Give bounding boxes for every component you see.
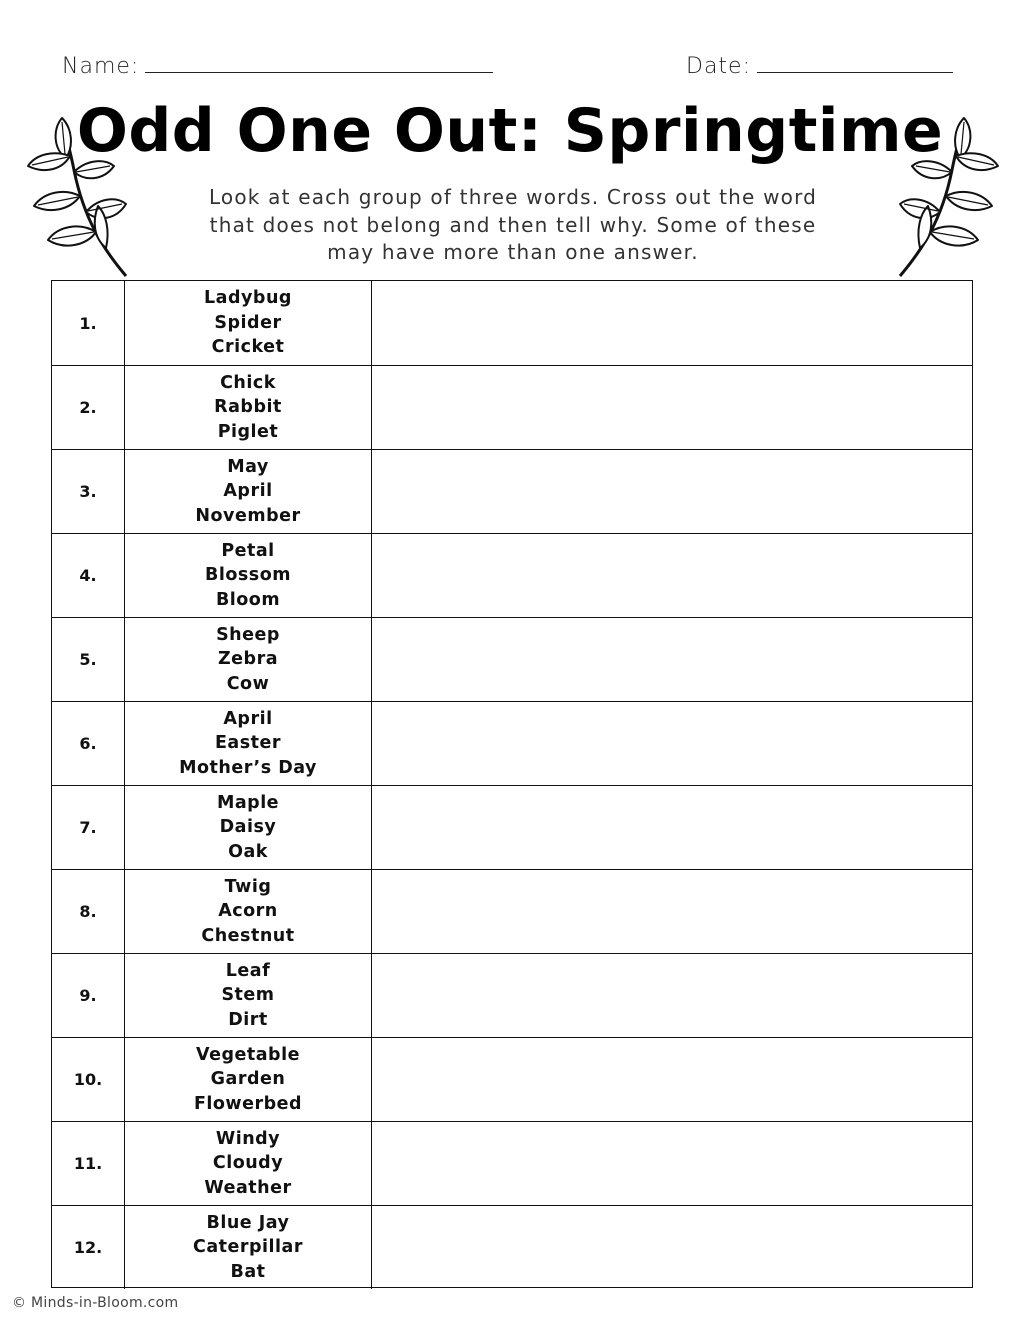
word-item[interactable]: Sheep [216, 624, 280, 645]
word-item[interactable]: April [223, 481, 273, 502]
table-row [52, 701, 972, 785]
word-item[interactable]: Maple [216, 792, 280, 813]
answer-cell[interactable] [372, 954, 972, 1037]
word-item[interactable]: Weather [204, 1177, 292, 1198]
answer-cell[interactable] [372, 366, 972, 449]
instructions-text: Look at each group of three words. Cross out the word that does not belong and then tell why. Some of these may have more than one answer. [208, 185, 818, 264]
word-item[interactable]: Chestnut [201, 925, 295, 946]
word-item[interactable]: Oak [228, 841, 268, 862]
name-field[interactable] [62, 54, 493, 79]
word-group[interactable] [124, 450, 372, 533]
name-blank-line[interactable] [145, 54, 493, 73]
word-item[interactable]: Cow [226, 673, 270, 694]
word-group[interactable] [124, 281, 372, 365]
word-item[interactable]: May [227, 456, 269, 477]
word-item[interactable]: Flowerbed [193, 1093, 303, 1114]
row-number: 8. [79, 902, 97, 921]
table-row [52, 365, 972, 449]
word-group[interactable] [124, 618, 372, 701]
date-field[interactable] [686, 54, 953, 79]
table-row [52, 953, 972, 1037]
answer-cell[interactable] [372, 534, 972, 617]
word-item[interactable]: Bloom [215, 589, 281, 610]
copyright-footer: © Minds-in-Bloom.com [12, 1295, 179, 1311]
row-number: 1. [79, 313, 97, 333]
word-group[interactable] [124, 366, 372, 449]
date-label: Date: [686, 54, 751, 79]
word-item[interactable]: Ladybug [204, 288, 292, 309]
table-row [52, 533, 972, 617]
answer-cell[interactable] [372, 870, 972, 953]
row-number: 5. [79, 650, 97, 669]
answer-cell[interactable] [372, 450, 972, 533]
word-group[interactable] [124, 786, 372, 869]
word-item[interactable]: Twig [224, 876, 272, 897]
word-item[interactable]: Chick [220, 372, 276, 393]
row-number: 4. [79, 566, 97, 585]
word-item[interactable]: Blue Jay [206, 1212, 290, 1233]
table-row [52, 617, 972, 701]
word-group[interactable] [124, 702, 372, 785]
word-item[interactable]: Cricket [211, 337, 285, 358]
word-item[interactable]: Blossom [205, 565, 291, 586]
table-row [52, 1037, 972, 1121]
row-number: 6. [79, 734, 97, 753]
answer-cell[interactable] [372, 702, 972, 785]
word-item[interactable]: Stem [221, 985, 275, 1006]
word-group[interactable] [124, 534, 372, 617]
word-item[interactable]: April [223, 708, 273, 729]
word-item[interactable]: Leaf [225, 960, 271, 981]
row-number: 9. [79, 986, 97, 1005]
answer-cell[interactable] [372, 1122, 972, 1205]
word-item[interactable]: Garden [210, 1069, 286, 1090]
row-number: 7. [79, 818, 97, 837]
word-item[interactable]: Zebra [217, 649, 279, 670]
word-item[interactable]: Acorn [218, 901, 278, 922]
page-title: Odd One Out: Springtime [76, 96, 944, 166]
word-item[interactable]: Bat [230, 1261, 266, 1282]
answer-cell[interactable] [372, 1206, 972, 1289]
word-group[interactable] [124, 1206, 372, 1289]
table-row [52, 449, 972, 533]
word-item[interactable]: Easter [214, 733, 282, 754]
word-group[interactable] [124, 870, 372, 953]
table-row [52, 1205, 972, 1289]
answer-cell[interactable] [372, 786, 972, 869]
table-row [52, 281, 972, 365]
word-item[interactable]: Cloudy [212, 1153, 284, 1174]
word-item[interactable]: Petal [221, 540, 275, 561]
word-item[interactable]: Piglet [217, 421, 279, 442]
word-group[interactable] [124, 954, 372, 1037]
row-number: 10. [73, 1070, 103, 1089]
table-row [52, 1121, 972, 1205]
word-item[interactable]: November [195, 505, 301, 526]
name-label: Name: [62, 54, 140, 79]
word-item[interactable]: Dirt [228, 1009, 268, 1030]
word-item[interactable]: Caterpillar [193, 1237, 303, 1258]
word-item[interactable]: Daisy [219, 817, 277, 838]
table-row [52, 785, 972, 869]
word-group[interactable] [124, 1122, 372, 1205]
row-number: 11. [73, 1154, 103, 1173]
answer-cell[interactable] [372, 1038, 972, 1121]
date-blank-line[interactable] [757, 54, 953, 73]
answer-cell[interactable] [372, 618, 972, 701]
word-item[interactable]: Mother’s Day [179, 757, 317, 778]
word-item[interactable]: Rabbit [214, 397, 282, 418]
word-group[interactable] [124, 1038, 372, 1121]
answer-cell[interactable] [372, 281, 972, 365]
row-number: 3. [79, 482, 97, 501]
table-row [52, 869, 972, 953]
word-item[interactable]: Vegetable [196, 1044, 300, 1065]
word-item[interactable]: Windy [215, 1128, 281, 1149]
answer-table [51, 280, 973, 1288]
row-number: 12. [73, 1238, 103, 1257]
row-number: 2. [79, 398, 97, 417]
word-item[interactable]: Spider [214, 312, 282, 333]
